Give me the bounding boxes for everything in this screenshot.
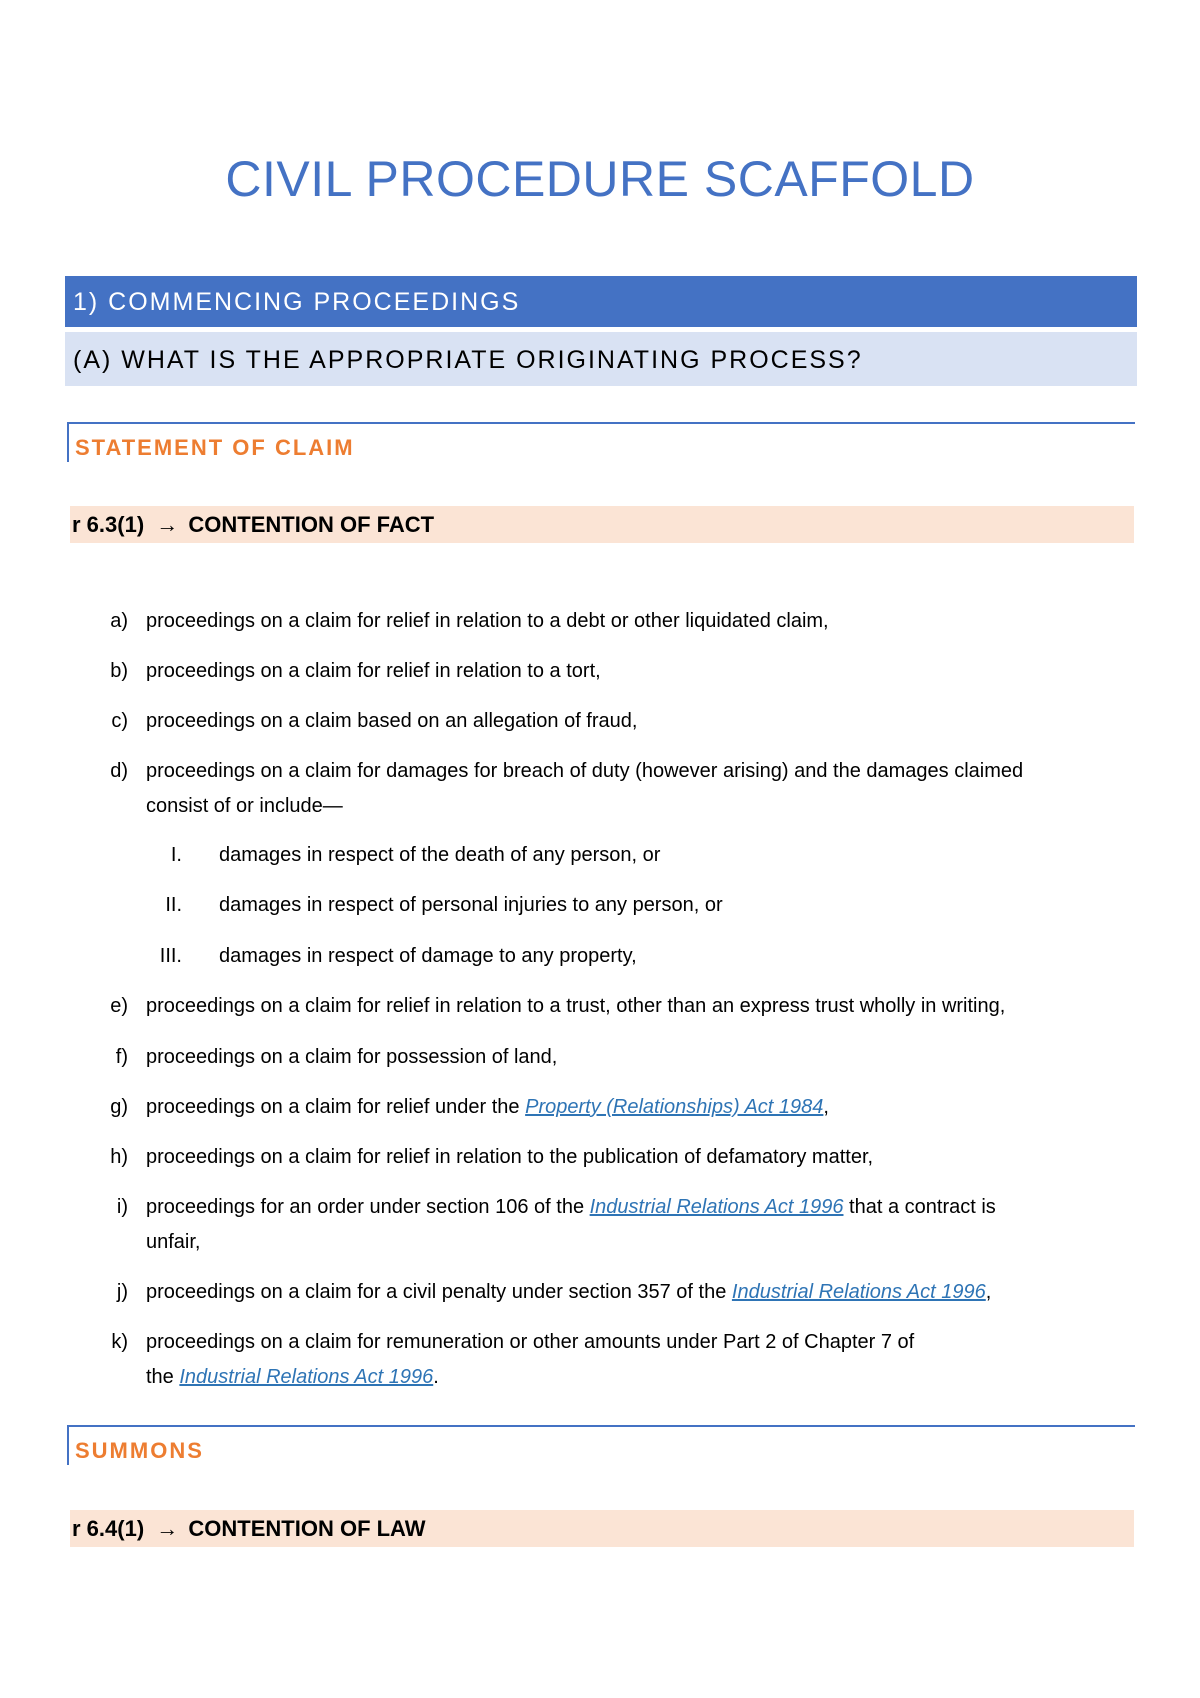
list-label: c) (111, 710, 128, 732)
list-text (146, 1275, 1136, 1310)
section-statement-of-claim (67, 422, 1135, 462)
list-text: proceedings on a claim based on an allegation of fraud, (146, 710, 638, 732)
arrow-right-icon: → (156, 512, 179, 537)
list-label: e) (110, 995, 128, 1017)
list-text-pre: proceedings on a claim for relief under the (146, 1096, 526, 1118)
list-label: i) (116, 1196, 128, 1218)
document-title: CIVIL PROCEDURE SCAFFOLD (225, 151, 975, 207)
heading-commencing-proceedings: 1) COMMENCING PROCEEDINGS (65, 276, 1137, 327)
list-label: I. (170, 844, 182, 866)
list-text: damages in respect of damage to any property, (219, 945, 637, 967)
list-label: j) (116, 1281, 128, 1303)
list-label: f) (115, 1046, 128, 1068)
list-text: proceedings on a claim for relief in relation to the publication of defamatory matter, (146, 1146, 874, 1168)
list-text: proceedings on a claim for relief in relation to a debt or other liquidated claim, (146, 610, 829, 632)
list-label: d) (110, 760, 128, 782)
list-text-continuation: unfair, (146, 1231, 201, 1253)
list-text-post: , (985, 1281, 992, 1303)
list-label: a) (110, 610, 128, 632)
list-text-pre: proceedings for an order under section 106 of the (146, 1196, 590, 1218)
list-text: damages in respect of personal injuries to any person, or (219, 894, 723, 916)
list-text-post: . (433, 1366, 439, 1388)
list-text (146, 1090, 1136, 1125)
rule-number: r 6.4(1) (72, 1516, 145, 1541)
rule-title: CONTENTION OF FACT (188, 512, 435, 537)
section-summons (67, 1425, 1135, 1465)
list-text-post: that a contract is (843, 1196, 996, 1218)
rule-bar-6-4 (70, 1510, 1134, 1547)
list-label: g) (110, 1096, 128, 1118)
list-text-pre: proceedings on a claim for a civil penalty under section 357 of the (146, 1281, 732, 1303)
list-text (146, 754, 1136, 824)
list-text-continuation: consist of or include— (146, 795, 343, 817)
section-heading: SUMMONS (75, 1438, 204, 1463)
list-text-line: proceedings on a claim for damages for breach of duty (however arising) and the damages claimed (146, 760, 1024, 782)
heading-originating-process: (A) WHAT IS THE APPROPRIATE ORIGINATING PROCESS? (65, 332, 1137, 386)
statute-link[interactable]: Industrial Relations Act 1996 (589, 1196, 844, 1218)
list-text-post: , (823, 1096, 829, 1118)
list-text-line: proceedings on a claim for remuneration or other amounts under Part 2 of Chapter 7 of (146, 1331, 915, 1353)
list-text (146, 1325, 1136, 1395)
list-text: proceedings on a claim for relief in relation to a trust, other than an express trust wholly in writing, (146, 995, 1006, 1017)
statute-link[interactable]: Industrial Relations Act 1996 (179, 1366, 434, 1388)
statute-link[interactable]: Property (Relationships) Act 1984 (525, 1096, 824, 1118)
list-text-pre: the (146, 1366, 180, 1388)
list-text: proceedings on a claim for possession of land, (146, 1046, 558, 1068)
arrow-right-icon: → (156, 1516, 179, 1541)
rule-bar-6-3 (70, 506, 1134, 543)
list-text: proceedings on a claim for relief in relation to a tort, (146, 660, 601, 682)
list-label: k) (111, 1331, 128, 1353)
list-label: II. (165, 894, 182, 916)
list-label: III. (159, 945, 182, 967)
list-text: damages in respect of the death of any person, or (219, 844, 661, 866)
list-text (146, 1190, 1136, 1260)
rule-number: r 6.3(1) (72, 512, 145, 537)
list-label: h) (110, 1146, 128, 1168)
rule-title: CONTENTION OF LAW (188, 1516, 426, 1541)
list-text-continuation (146, 1360, 1136, 1395)
statute-link[interactable]: Industrial Relations Act 1996 (731, 1281, 986, 1303)
list-label: b) (110, 660, 128, 682)
section-heading: STATEMENT OF CLAIM (75, 435, 355, 460)
